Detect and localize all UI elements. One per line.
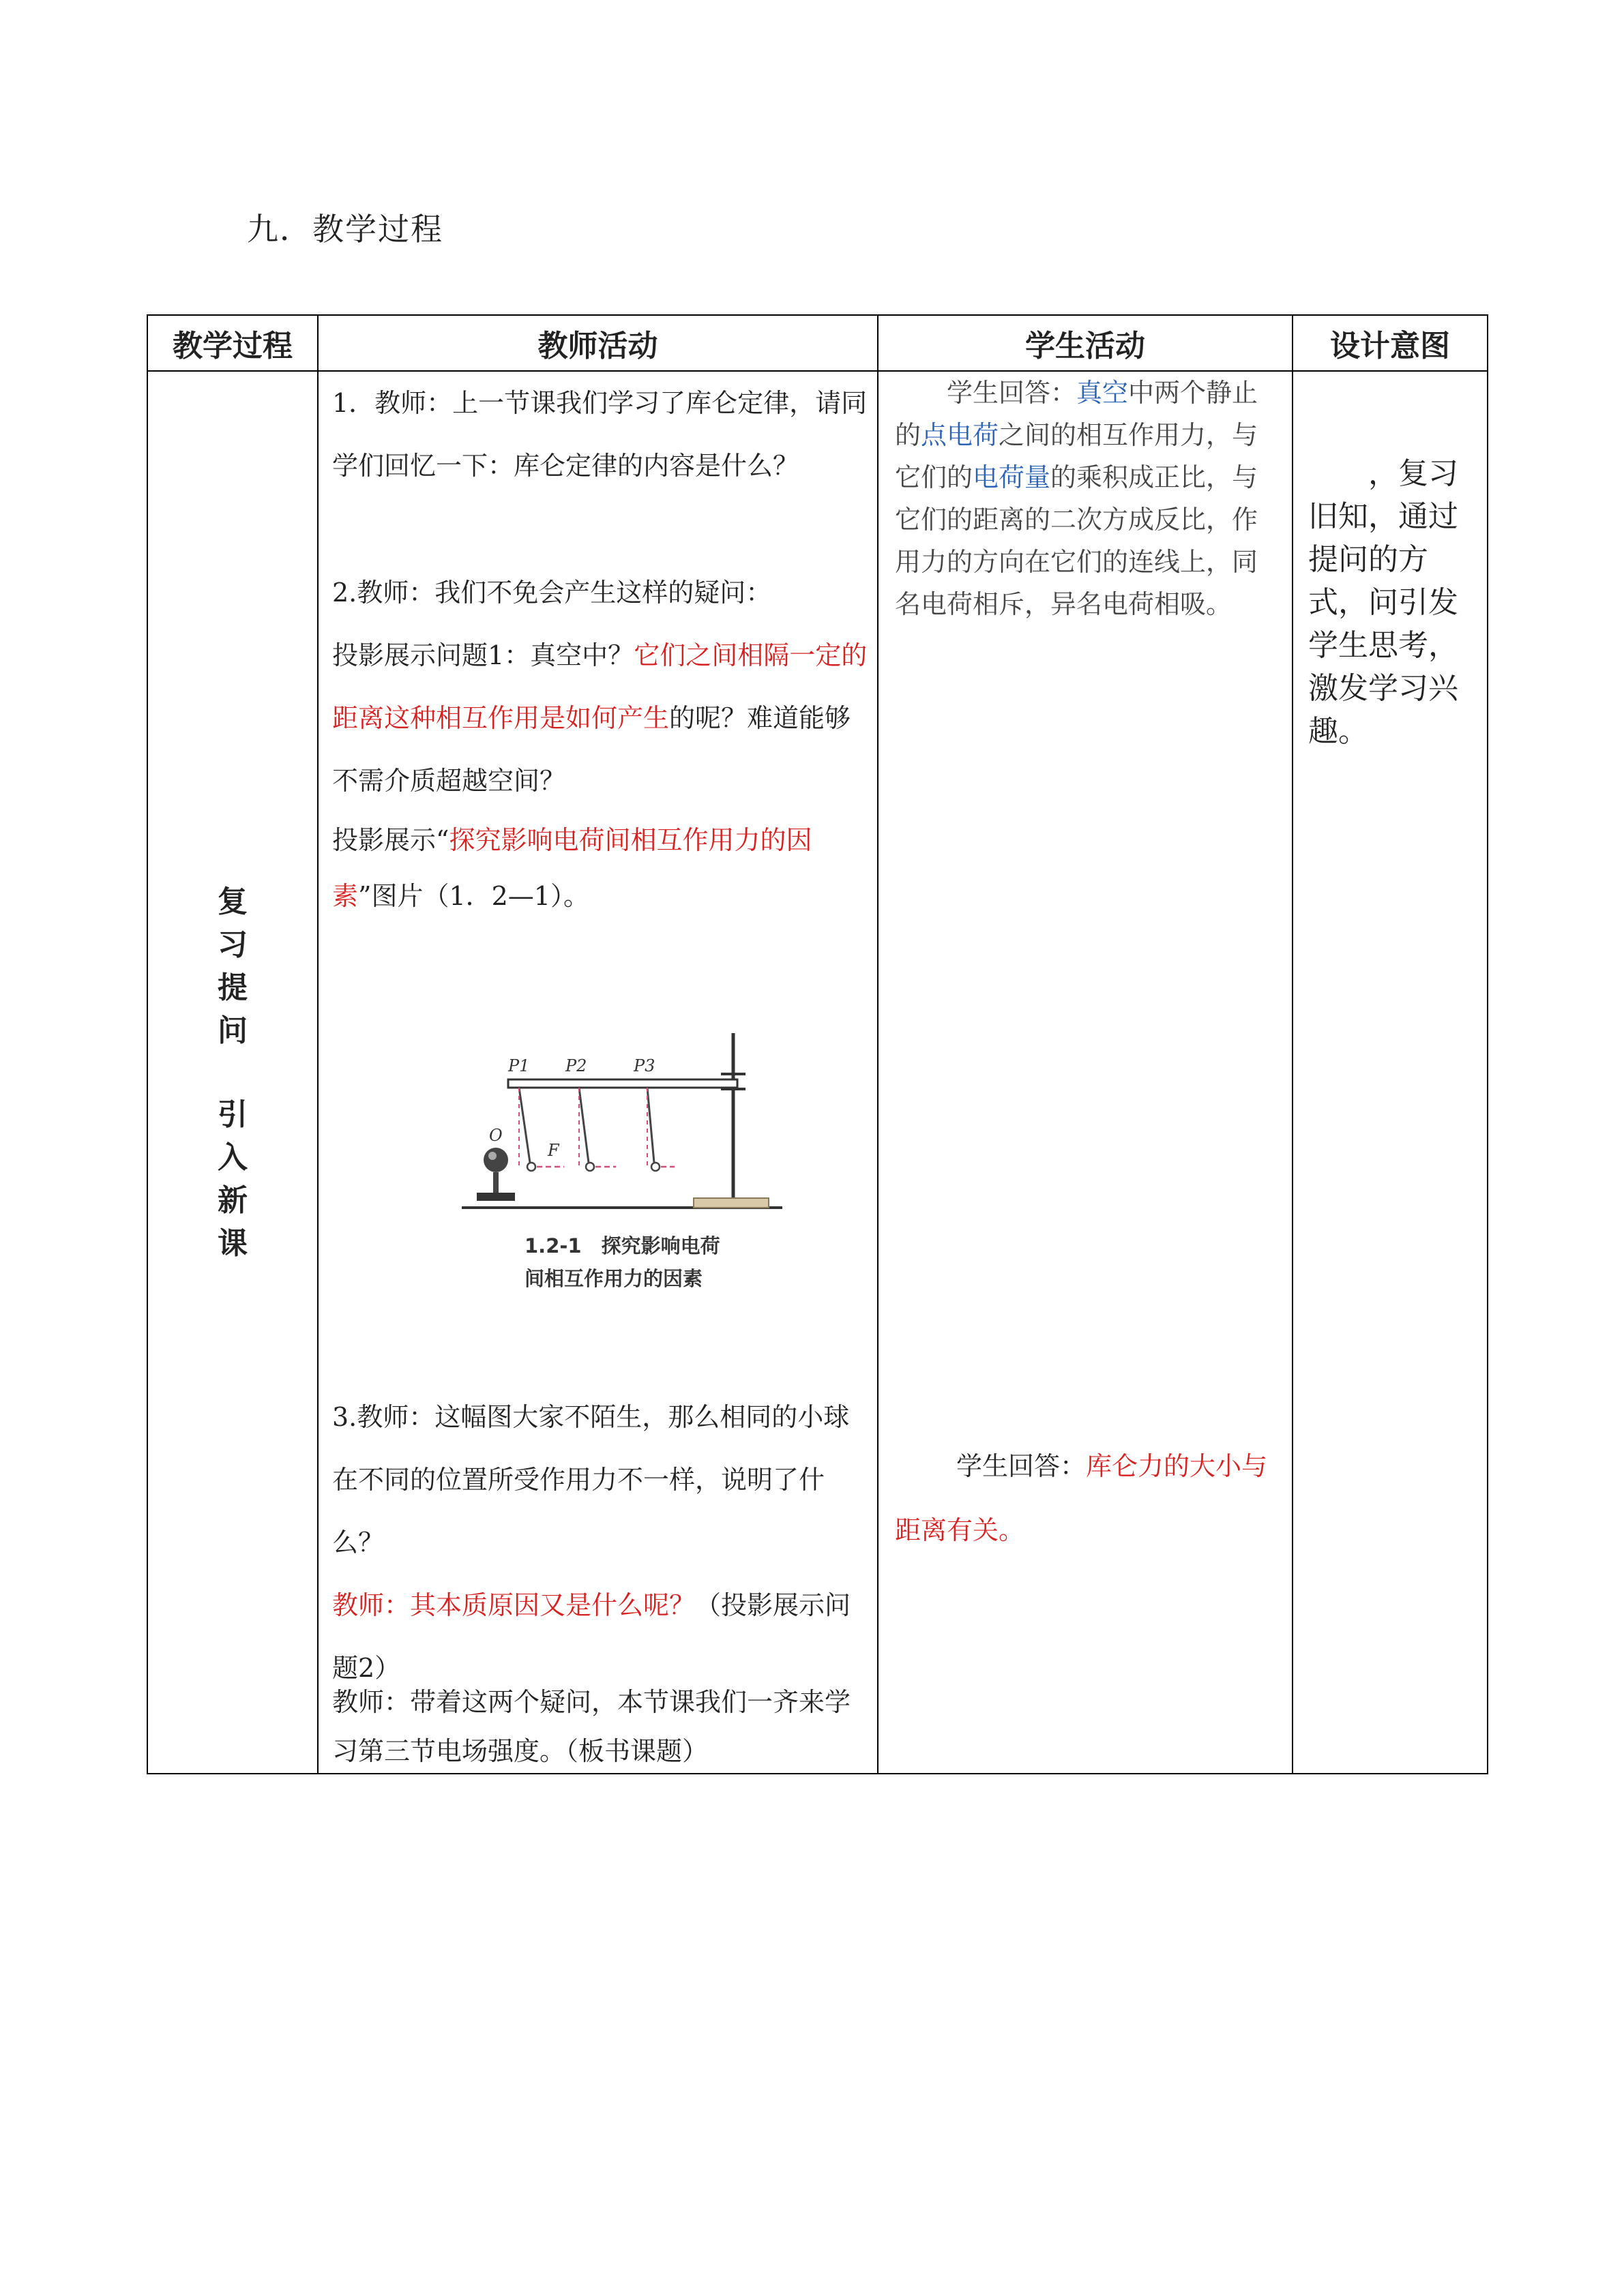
student-activity-cell [878, 371, 1293, 1774]
figure-caption-line2: 间相互作用力的因素 [525, 1267, 703, 1290]
stage-cell [147, 371, 318, 1774]
sphere-base [477, 1193, 515, 1201]
label-f: F [548, 1141, 559, 1160]
crossbar [508, 1079, 737, 1088]
table-row [147, 371, 1488, 1774]
label-p1: P1 [508, 1056, 530, 1075]
header-design: 设计意图 [1293, 315, 1488, 371]
teacher-step-1: 1．教师：上一节课我们学习了库仑定律，请同学们回忆一下：库仑定律的内容是什么？ [332, 388, 868, 481]
header-teacher: 教师活动 [318, 315, 878, 371]
charged-sphere-o [484, 1148, 508, 1172]
stage-label: 复 习 提 问 引 入 新 课 [218, 884, 248, 1261]
teaching-process-table [147, 314, 1488, 1774]
label-p2: P2 [565, 1056, 587, 1075]
teacher-closing: 教师：带着这两个疑问，本节课我们一齐来学习第三节电场强度。（板书课题） [332, 1687, 851, 1766]
coulomb-apparatus-figure [462, 1026, 789, 1313]
teacher-step-2: 2.教师：我们不免会产生这样的疑问： 投影展示问题1：真空中？它们之间相隔一定的距离这种相互作用是如何产生的呢？难道能够不需介质超越空间？ 投影展示“探究影响电荷间相互作用力的因素”图片（1．2—1）。 [332, 561, 868, 924]
design-intent-cell [1293, 371, 1488, 1774]
student-answer-2: 学生回答：库仑力的大小与距离有关。 [895, 1451, 1268, 1545]
teacher-activity-cell [318, 371, 878, 1774]
section-heading: 九．教学过程 [247, 211, 443, 248]
question-1: 投影展示问题1：真空中？它们之间相隔一定的距离这种相互作用是如何产生的呢？难道能够不需介质超越空间？ [332, 640, 868, 796]
student-answer-1: 学生回答：真空中两个静止的点电荷之间的相互作用力，与它们的电荷量的乘积成正比，与它们的距离的二次方成反比，作用力的方向在它们的连线上，同名电荷相斥，异名电荷相吸。 [895, 378, 1258, 619]
header-stage: 教学过程 [147, 315, 318, 371]
design-intent-text: ，复习旧知，通过提问的方式，问引发学生思考，激发学习兴趣。 [1308, 456, 1458, 749]
label-p3: P3 [634, 1056, 655, 1075]
ball-2 [586, 1163, 594, 1171]
ball-1 [527, 1163, 535, 1171]
label-o: O [489, 1126, 503, 1145]
stand-base [694, 1198, 769, 1208]
figure-caption-line1: 1.2-1 探究影响电荷 [525, 1234, 720, 1257]
figure-reference: 投影展示“探究影响电荷间相互作用力的因素”图片（1．2—1）。 [332, 825, 812, 911]
header-student: 学生活动 [878, 315, 1293, 371]
question-2: 教师：其本质原因又是什么呢？（投影展示问题2） [332, 1590, 851, 1683]
table-header-row [147, 315, 1488, 371]
ball-3 [651, 1163, 660, 1171]
teacher-step-3: 3.教师：这幅图大家不陌生，那么相同的小球在不同的位置所受作用力不一样，说明了什么？ 教师：其本质原因又是什么呢？（投影展示问题2） [332, 1386, 868, 1699]
